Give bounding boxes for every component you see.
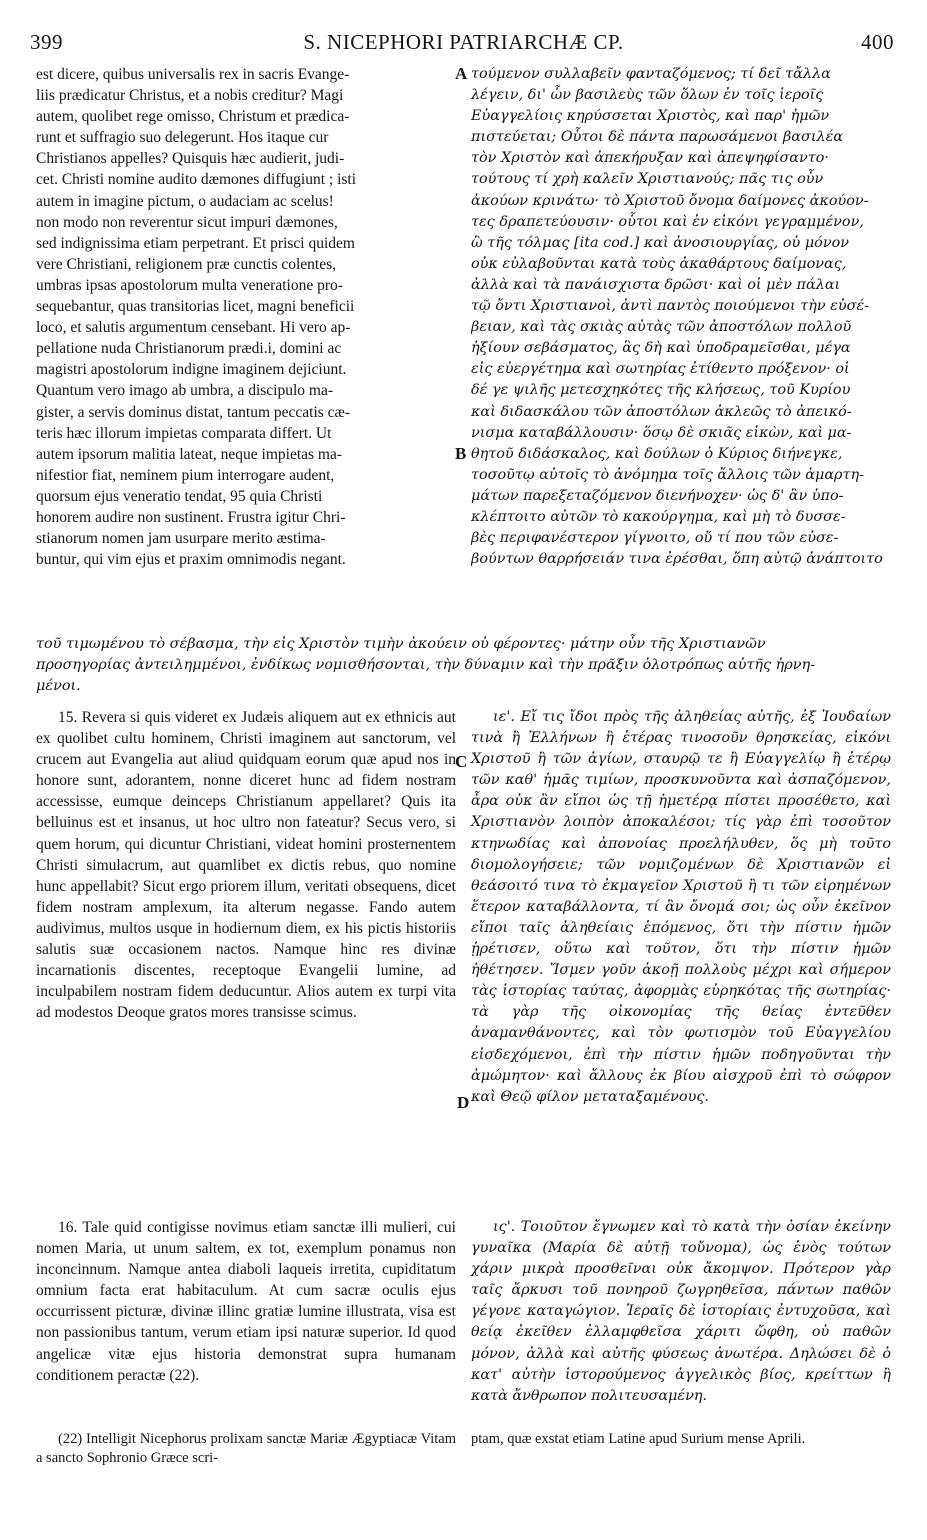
text-line: τούμενον συλλαβεῖν φανταζόμενος; τί δεῖ τἄλλα (471, 66, 831, 82)
running-title: S. NICEPHORI PATRIARCHÆ CP. (303, 30, 624, 54)
latin-column-top (36, 64, 456, 570)
text-line: quorsum ejus veneratio tendat, 95 quia Christi (36, 487, 323, 505)
text-line: magistri apostolorum indigne imaginem dejiciunt. (36, 361, 347, 379)
text-line: μάτων παρεξεταζόμενον διενήνοχεν· ὡς δ' ἂν ὑπο- (471, 487, 844, 504)
text-line: τες δραπετεύουσιν· οὗτοι καὶ ἐν εἰκόνι γεγραμμένον, (471, 213, 864, 230)
text-line: loco, et salutis argumentum censebant. Hi vero ap- (36, 319, 351, 337)
text-line: gister, a servis dominus distat, tantum peccatis cæ- (36, 403, 351, 421)
text-line: νισμα καταβάλλουσιν· ὅσῳ δὲ σκιᾶς εἰκὼν, καὶ μα- (471, 424, 852, 441)
text-line: nifestior fiat, neminem pium interrogare audent, (36, 466, 335, 484)
text-line: τῷ ὄντι Χριστιανοὶ, ἀντὶ παντὸς ποιούμενοι τὴν εὐσέ- (471, 298, 870, 315)
text-line: καὶ διδασκάλου τῶν ἀποστόλων ἀκλεῶς τὸ ἀπεικό- (471, 403, 852, 420)
text-line: Quantum vero imago ab umbra, a discipulo ma- (36, 382, 334, 400)
text-line: vere Christiani, religionem præ cunctis colentes, (36, 255, 337, 273)
greek-section-16-text: ις'. Τοιοῦτον ἔγνωμεν καὶ τὸ κατὰ τὴν ὁσίαν ἐκείνην γυναῖκα (Μαρία δὲ αὐτῇ τοὔνομα), ὡς ἑνὸς τούτων χάριν μικρὰ προσθεῖναι οὐκ ἄκομψον. Πρότερον γὰρ ταῖς ἄρκυσι τοῦ πονηροῦ ζωγρηθεῖσα, πάντων παθῶν γέγονε καταγώγιον. Ἱεραῖς δὲ ἱστορίαις ἐντυχοῦσα, καὶ θείᾳ ἐκεῖθεν ἐλλαμφθεῖσα χάριτι ὤφθη, οὐ παθῶν μόνον, ἀλλὰ καὶ αὐτῆς φύσεως ἀνωτέρα. Δηλώσει δὲ ὁ κατ' αὐτὴν ἱστορούμενος ἀγγελικὸς βίος, κρείττων ἢ κατὰ ἄνθρωπον πολιτευσαμένη. (471, 1219, 891, 1404)
text-line: pellatione nuda Christianorum prædi.i, domini ac (36, 340, 342, 358)
text-line: βὲς περιφανέστερον γίγνοιτο, οὔ τί που τῶν εὐσε- (471, 530, 839, 547)
text-line: ὢ τῆς τόλμας [ita cod.] καὶ ἀνοσιουργίας, οὐ μόνον (471, 234, 850, 251)
text-line: autem in imagine pictum, o audaciam ac scelus! (36, 192, 334, 210)
text-line: δέ γε ψιλῆς μετεσχηκότες τῆς κλήσεως, τοῦ Κυρίου (471, 382, 851, 399)
text-line: teris hæc illorum impietas comparata differt. Ut (36, 424, 332, 442)
text-line: stianorum nomen jam usurpare merito æstima- (36, 530, 326, 548)
footnote-left (36, 1430, 456, 1468)
text-line: βούντων θαρρήσειάν τινα ἐρέσθαι, ὅπη αὐτῷ ἀνάπτοιτο (471, 551, 883, 568)
text-line: sed indignissima etiam perpetrant. Et prisci quidem (36, 234, 355, 252)
text-line: ἀκούων κρινάτω· τὸ Χριστοῦ ὄνομα δαίμονες ἀκούον- (471, 192, 869, 209)
text-line: umbras ipsas apostolorum multa veneratione pro- (36, 276, 343, 294)
text-line: τούτους τί χρὴ καλεῖν Χριστιανούς; πᾶς τις οὖν (471, 171, 824, 188)
latin-section-16 (36, 1217, 456, 1386)
text-line: liis prædicatur Christus, et a nobis creditur? Magi (36, 87, 344, 105)
greek-section-15 (471, 707, 891, 1108)
latin-section-15 (36, 707, 456, 1023)
text-line: autem, quolibet rege omisso, Christum et prædica- (36, 108, 350, 126)
page-number-right: 400 (861, 30, 894, 54)
text-line: μένοι. (36, 678, 81, 695)
text-line: θητοῦ διδάσκαλος, καὶ δούλων ὁ Κύριος διήνεγκε, (471, 445, 843, 462)
page-number-left: 399 (30, 30, 63, 54)
text-line: τοσοῦτῳ αὐτοῖς τὸ ἀνόμημα τοῖς ἄλλοις τῶν ἁμαρτη- (471, 466, 864, 483)
text-line: τοῦ τιμωμένου τὸ σέβασμα, τὴν εἰς Χριστὸν τιμὴν ἀκούειν οὐ φέροντες· μάτην οὖν τῆς Χριστιανῶν (36, 636, 766, 652)
text-line: λέγειν, δι' ὧν βασιλεὺς τῶν ὅλων ἐν τοῖς ἱεροῖς (471, 87, 824, 104)
text-line: honorem audire non sustinent. Frustra igitur Chri- (36, 508, 346, 526)
text-line: autem ipsorum malitia lateat, neque impietas ma- (36, 445, 343, 463)
text-line: est dicere, quibus universalis rex in sacris Evange- (36, 66, 350, 83)
text-line: buntur, qui vim ejus et praxim omnimodis negant. (36, 551, 346, 569)
margin-marker-c: C (455, 752, 468, 771)
text-line: sequebantur, quas transitorias licet, magni beneficii (36, 298, 355, 316)
text-line: τὸν Χριστὸν καὶ ἀπεκήρυξαν καὶ ἀπεψηφίσαντο· (471, 150, 829, 167)
text-line: οὐκ εὐλαβοῦνται κατὰ τοὺς ἀκαθάρτους δαίμονας, (471, 255, 847, 272)
text-line: runt et suffragio suo delegerunt. Hos itaque cur (36, 129, 329, 147)
text-line: Εὐαγγελίοις κηρύσσεται Χριστὸς, καὶ παρ' ἡμῶν (471, 108, 830, 125)
footnote-text-right: ptam, quæ exstat etiam Latine apud Surium mense Aprili. (471, 1431, 806, 1447)
greek-full-width-text (36, 634, 894, 697)
text-line: πιστεύεται; Οὗτοι δὲ πάντα παρωσάμενοι βασιλέα (471, 129, 844, 146)
text-line: προσηγορίας ἀντειλημμένοι, ἐνδίκως νομισθήσονται, τὴν δύναμιν καὶ τὴν πρᾶξιν ὁλοτρόπως αὐτῆς ἠρνη- (36, 657, 815, 674)
text-line: ἠξίουν σεβάσματος, ἃς δὴ καὶ ὑποδραμεῖσθαι, μέγα (471, 340, 851, 357)
footnote-text-left: (22) Intelligit Nicephorus prolixam sanctæ Mariæ Ægyptiacæ Vitam a sancto Sophronio Græce scri- (36, 1431, 456, 1466)
greek-column-top (471, 64, 891, 570)
latin-section-15-text: 15. Revera si quis videret ex Judæis aliquem aut ex ethnicis aut ex quolibet cultu hominem, Christi imaginem aut sanctorum, vel crucem aut Evangelia aut aliud quidquam eorum quæ apud nos in honore sunt, adorantem, nonne diceret hunc ad fidem nostram accessisse, eumque deinceps Christianum appellaret? Quis ita belluinus est et insanus, ut hoc ultro non fateatur? Secus vero, si quem horum, qui dicuntur Christiani, videat homini prosternentem Christi simulacrum, aut quamlibet ex dictis rebus, quo nomine hunc appellabit? Sicut ergo priorem illum, veritati obsequens, dicet fidem nostram amplexum, ita alterum negasse. Fando autem audivimus, multos usque in hodiernum diem, ex his pictis historiis salutis suæ occasionem nactos. Namque hinc res divinæ incarnationis discentes, receptoque Evangelii lumine, ad inculpabilem nostram fidem deducuntur. Alios autem ex turpi vita ad modestos Deoque gratos mores transisse scimus. (36, 709, 456, 1022)
text-line: cet. Christi nomine audito dæmones diffugiunt ; isti (36, 171, 357, 189)
text-line: βειαν, καὶ τὰς σκιὰς αὐτὰς τῶν ἀποστόλων πολλοῦ (471, 319, 852, 336)
greek-section-15-text: ιε'. Εἴ τις ἴδοι πρὸς τῆς ἀληθείας αὐτῆς, ἐξ Ἰουδαίων τινὰ ἢ Ἑλλήνων ἢ ἑτέρας τινοσοῦν θρησκείας, εἰκόνι Χριστοῦ ἢ τῶν ἁγίων, σταυρῷ τε ἢ Εὐαγγελίῳ ἢ ἑτέρῳ τῶν καθ' ἡμᾶς τιμίων, προσκυνοῦντα καὶ ἀσπαζόμενον, ἆρα οὐκ ἂν εἴποι ὡς τῇ ἡμετέρᾳ πίστει προσέθετο, καὶ Χριστιανὸν λοιπὸν ἀποκαλέσοι; τίς γὰρ ἐπὶ τοσοῦτον κτηνωδίας καὶ ἀπονοίας προελήλυθεν, ὅς μὴ τοῦτο διομολογήσειε; τῶν νομιζομένων δὲ Χριστιανῶν εἰ θεάσοιτό τινα τὸ ἐκμαγεῖον Χριστοῦ ἢ τι τῶν εἰρημένων ἕτερον καταβάλλοντα, τί ἂν ὄνομά σοι; ὡς οὖν ἐκεῖνον εἴποι ταῖς ἀληθείαις ἑπόμενος, ὅτι τὴν πίστιν ἡμῶν ᾑρέτισεν, οὕτω καὶ τοῦτον, ὅτι τὴν πίστιν ἡμῶν ἠθέτησεν. Ἴσμεν γοῦν ἀκοῇ πολλοὺς μέχρι καὶ σήμερον τὰς ἱστορίας ταύτας, ἀφορμὰς εὑρηκότας τῆς σωτηρίας· τὰ γὰρ τῆς οἰκονομίας τῆς θείας ἐντεῦθεν ἀναμανθάνοντες, καὶ τὸν φωτισμὸν τοῦ Εὐαγγελίου εἰσδεχόμενοι, ἐπὶ τὴν πίστιν ἡμῶν ποδηγοῦνται τὴν ἀμώμητον· καὶ ἄλλους ἐκ βίου αἰσχροῦ ἐπὶ τὸ σώφρον καὶ Θεῷ φίλον μεταταξαμένους. (471, 709, 891, 1105)
margin-marker-b: B (455, 444, 467, 463)
text-line: Christianos appelles? Quisquis hæc audierit, judi- (36, 150, 345, 168)
latin-section-16-text: 16. Tale quid contigisse novimus etiam sanctæ illi mulieri, cui nomen Maria, ut unum saltem, ex tot, exemplum ponamus non inconcinnum. Namque antea diaboli laqueis irretita, cupiditatum omnium facta erat habitaculum. At cum sacræ oculis ejus occurrissent picturæ, divinæ illinc gratiæ lumine illustrata, visa est non passionibus tantum, verum etiam ipsi naturæ superior. Id quod angelicæ vitæ ejus historia demonstrat supra humanam conditionem peractæ (22). (36, 1219, 456, 1384)
margin-marker-d: D (457, 1093, 470, 1112)
text-line: κλέπτοιτο αὐτῶν τὸ κακούργημα, καὶ μὴ τὸ δυσσε- (471, 508, 846, 525)
footnote-right (471, 1430, 891, 1449)
text-line: εἰς εὐεργέτημα καὶ σωτηρίας ἐτίθεντο πρόξενον· οἱ (471, 361, 850, 378)
text-line: non modo non reverentur sicut impuri dæmones, (36, 213, 338, 231)
text-line: ἀλλὰ καὶ τὰ πανάισχιστα δρῶσι· καὶ οἱ μὲν πάλαι (471, 276, 841, 293)
margin-marker-a: A (455, 64, 468, 83)
greek-section-16 (471, 1217, 891, 1407)
